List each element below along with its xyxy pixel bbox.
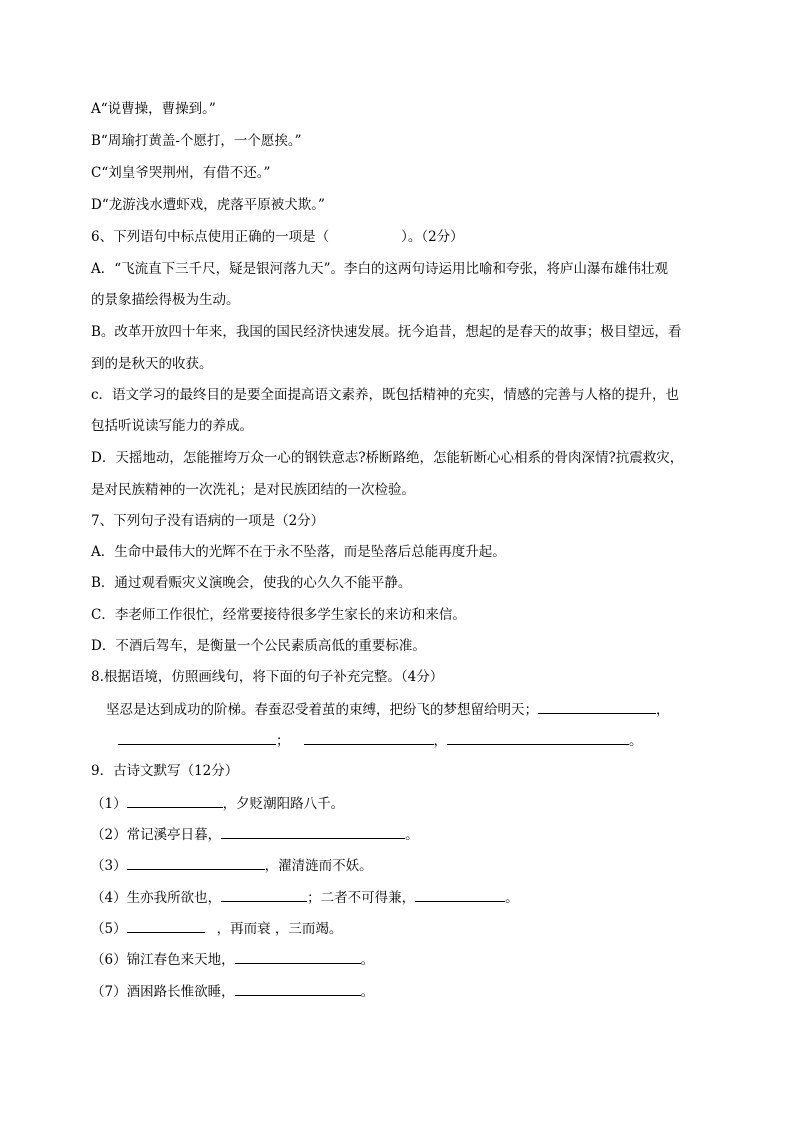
q9-item-6 xyxy=(91,949,374,970)
blank-line[interactable] xyxy=(538,699,656,714)
text: ，再而衰 ，三而竭。 xyxy=(216,921,343,937)
text: 。 xyxy=(360,952,375,968)
q7-option-b xyxy=(91,573,411,593)
text: 8.根据语境，仿照画线句，将下面的句子补充完整。（4分） xyxy=(91,669,444,685)
blank-line[interactable] xyxy=(118,730,276,745)
question-7-title xyxy=(91,511,324,531)
blank-line[interactable] xyxy=(304,730,434,745)
text: C“刘皇爷哭荆州，有借不还。” xyxy=(91,165,271,181)
text: （3） xyxy=(91,858,127,874)
text: C．李老师工作很忙，经常要接待很多学生家长的来访和来信。 xyxy=(91,607,466,623)
q6-option-c-line1 xyxy=(91,385,679,405)
text: B“周瑜打黄盖-个愿打，一个愿挨。” xyxy=(91,133,302,149)
text: （1） xyxy=(91,796,127,812)
question-6-title xyxy=(91,227,464,247)
text: （4）生亦我所欲也， xyxy=(91,890,222,906)
text: 。 xyxy=(505,890,519,906)
text: 7、下列句子没有语病的一项是（2分） xyxy=(91,513,325,529)
text: A．“飞流直下三千尺，疑是银河落九天”。李白的这两句诗运用比喻和夸张，将庐山瀑布雄伟壮观 xyxy=(91,261,669,277)
blank-line[interactable] xyxy=(221,887,307,902)
text: 9．古诗文默写（12分） xyxy=(91,763,239,779)
text: （2）常记溪亭日暮， xyxy=(91,827,222,843)
text: D．天摇地动，怎能摧垮万众一心的钢铁意志?桥断路绝，怎能斩断心心相系的骨肉深情?抗震救灾， xyxy=(91,450,684,466)
blank-line[interactable] xyxy=(415,887,505,902)
text: ， xyxy=(656,702,670,718)
q6-option-a-line1 xyxy=(91,259,668,279)
text: 的景象描绘得极为生动。 xyxy=(91,292,240,308)
blank-line[interactable] xyxy=(127,793,223,808)
q8-line2 xyxy=(118,730,643,751)
option-d-line xyxy=(91,195,325,215)
text: 到的是秋天的收获。 xyxy=(91,356,213,372)
text: B．通过观看赈灾义演晚会，使我的心久久不能平静。 xyxy=(91,575,412,591)
blank-line[interactable] xyxy=(221,824,405,839)
text: 是对民族精神的一次洗礼；是对民族团结的一次检验。 xyxy=(91,482,415,498)
q7-option-c xyxy=(91,605,466,625)
text: 6、下列语句中标点使用正确的一项是（ xyxy=(91,229,330,245)
q9-item-7 xyxy=(91,981,374,1002)
text: 。 xyxy=(360,984,375,1000)
blank-line[interactable] xyxy=(235,981,361,996)
q7-option-a xyxy=(91,542,506,562)
q6-option-d-line2 xyxy=(91,480,415,500)
q9-item-2 xyxy=(91,824,419,845)
q9-item-1 xyxy=(91,793,344,814)
text: ，濯清涟而不妖。 xyxy=(264,858,373,874)
q9-item-4 xyxy=(91,887,519,908)
text: （7）酒困路长惟欲睡， xyxy=(91,984,235,1000)
q8-line1 xyxy=(106,699,670,720)
text: A．生命中最伟大的光辉不在于永不坠落，而是坠落后总能再度升起。 xyxy=(91,544,506,560)
text: B。改革开放四十年来，我国的国民经济快速发展。抚今追昔，想起的是春天的故事；极目望远，看 xyxy=(91,324,682,340)
blank-line[interactable] xyxy=(127,918,205,933)
q9-item-3 xyxy=(91,855,373,876)
text: c．语文学习的最终目的是要全面提高语文素养，既包括精神的充实，情感的完善与人格的提升，也 xyxy=(91,387,680,403)
text: ， xyxy=(433,733,447,749)
text: 。 xyxy=(405,827,419,843)
text: D．不酒后驾车，是衡量一个公民素质高低的重要标准。 xyxy=(91,638,426,654)
text: A“说曹操，曹操到。” xyxy=(91,101,216,117)
blank-line[interactable] xyxy=(127,855,265,870)
text: （6）锦江春色来天地， xyxy=(91,952,235,968)
q6-option-c-line2 xyxy=(91,416,253,436)
blank-line[interactable] xyxy=(235,949,361,964)
text: ，夕贬潮阳路八千。 xyxy=(222,796,345,812)
option-c-line xyxy=(91,163,270,183)
q6-option-d-line1 xyxy=(91,448,683,468)
text: 坚忍是达到成功的阶梯。春蚕忍受着茧的束缚，把纷飞的梦想留给明天； xyxy=(106,702,538,718)
text: 。 xyxy=(629,733,643,749)
option-b-line xyxy=(91,131,302,151)
text: （5） xyxy=(91,921,127,937)
text: D“龙游浅水遭虾戏，虎落平原被犬欺。” xyxy=(91,197,325,213)
text: ）。（2分） xyxy=(401,229,464,245)
q6-option-b-line2 xyxy=(91,354,213,374)
text: ； xyxy=(276,733,290,749)
question-8-title xyxy=(91,667,443,687)
option-a-line xyxy=(91,99,216,119)
q7-option-d xyxy=(91,636,426,656)
text: 包括听说读写能力的养成。 xyxy=(91,418,253,434)
q6-option-a-line2 xyxy=(91,290,240,310)
q6-option-b-line1 xyxy=(91,322,681,342)
blank-line[interactable] xyxy=(447,730,629,745)
question-9-title xyxy=(91,761,238,781)
q9-item-5 xyxy=(91,918,342,939)
text: ；二者不可得兼， xyxy=(307,890,416,906)
